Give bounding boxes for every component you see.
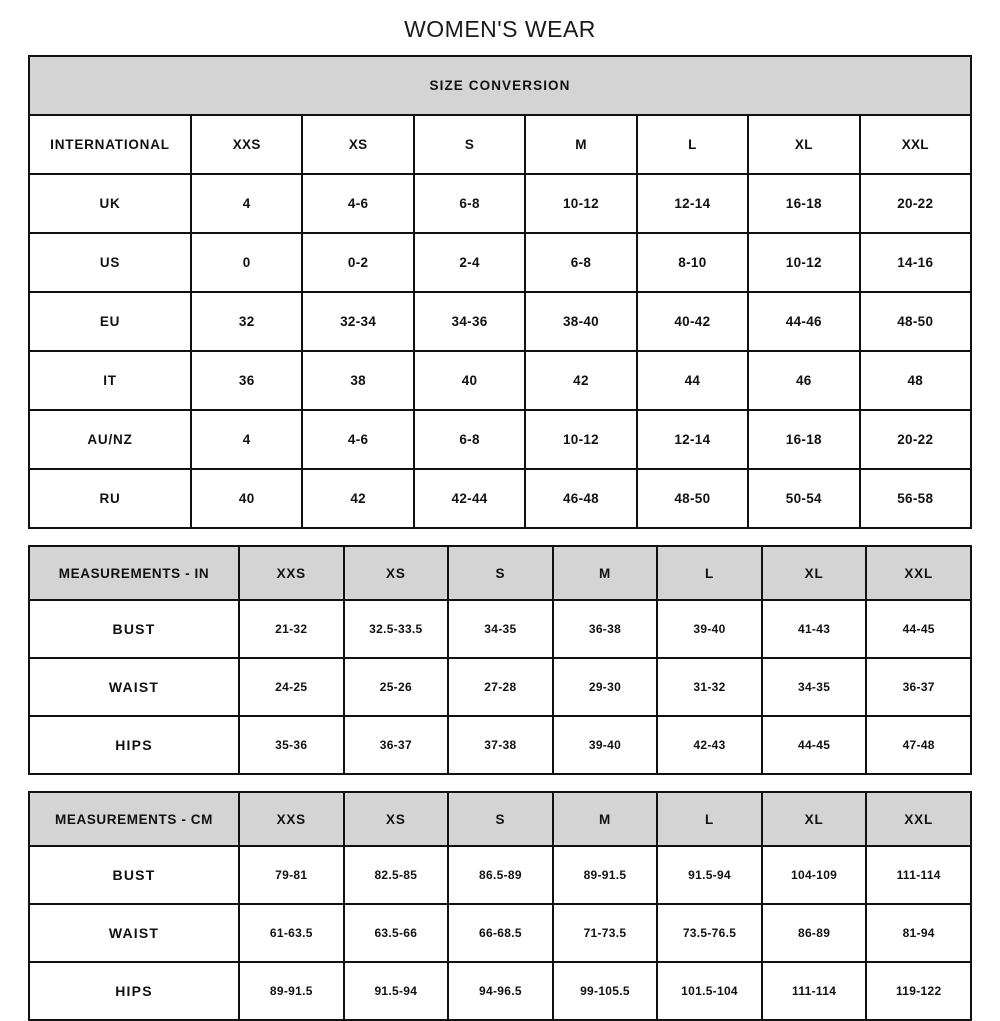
page-title: WOMEN'S WEAR [404, 16, 596, 42]
column-header-xs: XS [344, 792, 449, 846]
table-row [29, 658, 971, 716]
cell-hips-in-xxl: 47-48 [866, 716, 971, 774]
cell-hips-cm-xs: 91.5-94 [344, 962, 449, 1020]
cell-us-l: 8-10 [637, 233, 748, 292]
row-label-hips-cm: HIPS [29, 962, 239, 1020]
column-header-xxl: XXL [866, 792, 971, 846]
cell-waist-in-xs: 25-26 [344, 658, 449, 716]
cell-hips-cm-m: 99-105.5 [553, 962, 658, 1020]
cell-bust-cm-s: 86.5-89 [448, 846, 553, 904]
cell-hips-cm-xxl: 119-122 [866, 962, 971, 1020]
row-label-uk: UK [29, 174, 191, 233]
cell-bust-in-l: 39-40 [657, 600, 762, 658]
table-row [29, 292, 971, 351]
row-label-us: US [29, 233, 191, 292]
size-conversion-table [28, 55, 972, 529]
cell-it-xxs: 36 [191, 351, 302, 410]
column-header-l: L [657, 792, 762, 846]
cell-waist-cm-s: 66-68.5 [448, 904, 553, 962]
cell-waist-cm-xl: 86-89 [762, 904, 867, 962]
cell-ru-l: 48-50 [637, 469, 748, 528]
cell-bust-in-xxl: 44-45 [866, 600, 971, 658]
cell-aunz-xs: 4-6 [302, 410, 413, 469]
cell-hips-in-xl: 44-45 [762, 716, 867, 774]
cell-aunz-s: 6-8 [414, 410, 525, 469]
row-label-eu: EU [29, 292, 191, 351]
column-header-xs: XS [302, 115, 413, 174]
table-row [29, 233, 971, 292]
cell-aunz-l: 12-14 [637, 410, 748, 469]
cell-waist-cm-l: 73.5-76.5 [657, 904, 762, 962]
cell-us-xxs: 0 [191, 233, 302, 292]
cell-uk-xxl: 20-22 [860, 174, 971, 233]
column-header-xxs: XXS [239, 792, 344, 846]
table-banner-row [29, 56, 971, 115]
cell-uk-xs: 4-6 [302, 174, 413, 233]
row-label-ru: RU [29, 469, 191, 528]
cell-eu-l: 40-42 [637, 292, 748, 351]
cell-bust-in-m: 36-38 [553, 600, 658, 658]
cell-hips-in-xxs: 35-36 [239, 716, 344, 774]
cell-us-s: 2-4 [414, 233, 525, 292]
cell-bust-cm-m: 89-91.5 [553, 846, 658, 904]
column-header-xs: XS [344, 546, 449, 600]
column-header-m: M [553, 792, 658, 846]
table-row [29, 351, 971, 410]
table-row [29, 962, 971, 1020]
column-header-international: INTERNATIONAL [29, 115, 191, 174]
column-header-m: M [553, 546, 658, 600]
cell-uk-xxs: 4 [191, 174, 302, 233]
cell-uk-m: 10-12 [525, 174, 636, 233]
cell-it-s: 40 [414, 351, 525, 410]
cell-hips-in-l: 42-43 [657, 716, 762, 774]
cell-hips-cm-l: 101.5-104 [657, 962, 762, 1020]
cell-bust-in-xs: 32.5-33.5 [344, 600, 449, 658]
cell-hips-in-m: 39-40 [553, 716, 658, 774]
row-label-aunz: AU/NZ [29, 410, 191, 469]
cell-waist-cm-xxs: 61-63.5 [239, 904, 344, 962]
row-label-waist-in: WAIST [29, 658, 239, 716]
column-header-xxl: XXL [866, 546, 971, 600]
cell-uk-xl: 16-18 [748, 174, 859, 233]
cell-ru-m: 46-48 [525, 469, 636, 528]
size-chart-page [0, 16, 1000, 1016]
cell-hips-in-s: 37-38 [448, 716, 553, 774]
cell-us-xs: 0-2 [302, 233, 413, 292]
table-header-row [29, 792, 971, 846]
column-header-xxl: XXL [860, 115, 971, 174]
column-header-s: S [448, 792, 553, 846]
table-row [29, 410, 971, 469]
cell-it-xxl: 48 [860, 351, 971, 410]
cell-hips-cm-xl: 111-114 [762, 962, 867, 1020]
table-header-row [29, 115, 971, 174]
cell-us-xxl: 14-16 [860, 233, 971, 292]
column-header-xl: XL [762, 792, 867, 846]
cell-eu-s: 34-36 [414, 292, 525, 351]
size-conversion-banner: SIZE CONVERSION [29, 56, 971, 115]
column-header-s: S [448, 546, 553, 600]
column-header-xxs: XXS [239, 546, 344, 600]
cell-uk-s: 6-8 [414, 174, 525, 233]
row-label-hips-in: HIPS [29, 716, 239, 774]
table-row [29, 716, 971, 774]
cell-ru-xxl: 56-58 [860, 469, 971, 528]
cell-eu-xxs: 32 [191, 292, 302, 351]
cell-eu-m: 38-40 [525, 292, 636, 351]
cell-waist-in-s: 27-28 [448, 658, 553, 716]
column-header-m: M [525, 115, 636, 174]
cell-ru-xl: 50-54 [748, 469, 859, 528]
table-row [29, 600, 971, 658]
cell-hips-cm-xxs: 89-91.5 [239, 962, 344, 1020]
row-label-bust-in: BUST [29, 600, 239, 658]
cell-eu-xxl: 48-50 [860, 292, 971, 351]
column-header-l: L [637, 115, 748, 174]
cell-aunz-xxs: 4 [191, 410, 302, 469]
cell-aunz-xl: 16-18 [748, 410, 859, 469]
cell-eu-xs: 32-34 [302, 292, 413, 351]
cell-bust-in-xl: 41-43 [762, 600, 867, 658]
cell-it-xs: 38 [302, 351, 413, 410]
cell-bust-cm-xxl: 111-114 [866, 846, 971, 904]
cell-hips-in-xs: 36-37 [344, 716, 449, 774]
cell-uk-l: 12-14 [637, 174, 748, 233]
measurements-inches-table [28, 545, 972, 775]
cell-us-xl: 10-12 [748, 233, 859, 292]
row-label-bust-cm: BUST [29, 846, 239, 904]
cell-it-xl: 46 [748, 351, 859, 410]
column-header-xl: XL [748, 115, 859, 174]
table-row [29, 846, 971, 904]
cell-ru-s: 42-44 [414, 469, 525, 528]
cell-bust-cm-xs: 82.5-85 [344, 846, 449, 904]
column-header-xxs: XXS [191, 115, 302, 174]
cell-ru-xxs: 40 [191, 469, 302, 528]
cell-us-m: 6-8 [525, 233, 636, 292]
cell-hips-cm-s: 94-96.5 [448, 962, 553, 1020]
cell-bust-in-s: 34-35 [448, 600, 553, 658]
cell-waist-in-xxs: 24-25 [239, 658, 344, 716]
cell-bust-cm-l: 91.5-94 [657, 846, 762, 904]
row-label-it: IT [29, 351, 191, 410]
column-header-l: L [657, 546, 762, 600]
table-row [29, 174, 971, 233]
cell-waist-in-m: 29-30 [553, 658, 658, 716]
table-header-row [29, 546, 971, 600]
cell-waist-cm-xxl: 81-94 [866, 904, 971, 962]
column-header-measurements-in: MEASUREMENTS - IN [29, 546, 239, 600]
cell-waist-cm-xs: 63.5-66 [344, 904, 449, 962]
cell-waist-in-xl: 34-35 [762, 658, 867, 716]
cell-eu-xl: 44-46 [748, 292, 859, 351]
column-header-xl: XL [762, 546, 867, 600]
cell-waist-cm-m: 71-73.5 [553, 904, 658, 962]
measurements-cm-table [28, 791, 972, 1021]
column-header-s: S [414, 115, 525, 174]
cell-aunz-xxl: 20-22 [860, 410, 971, 469]
table-row [29, 904, 971, 962]
cell-waist-in-xxl: 36-37 [866, 658, 971, 716]
cell-ru-xs: 42 [302, 469, 413, 528]
cell-bust-in-xxs: 21-32 [239, 600, 344, 658]
cell-bust-cm-xl: 104-109 [762, 846, 867, 904]
cell-aunz-m: 10-12 [525, 410, 636, 469]
cell-bust-cm-xxs: 79-81 [239, 846, 344, 904]
cell-waist-in-l: 31-32 [657, 658, 762, 716]
cell-it-l: 44 [637, 351, 748, 410]
cell-it-m: 42 [525, 351, 636, 410]
table-row [29, 469, 971, 528]
row-label-waist-cm: WAIST [29, 904, 239, 962]
column-header-measurements-cm: MEASUREMENTS - CM [29, 792, 239, 846]
